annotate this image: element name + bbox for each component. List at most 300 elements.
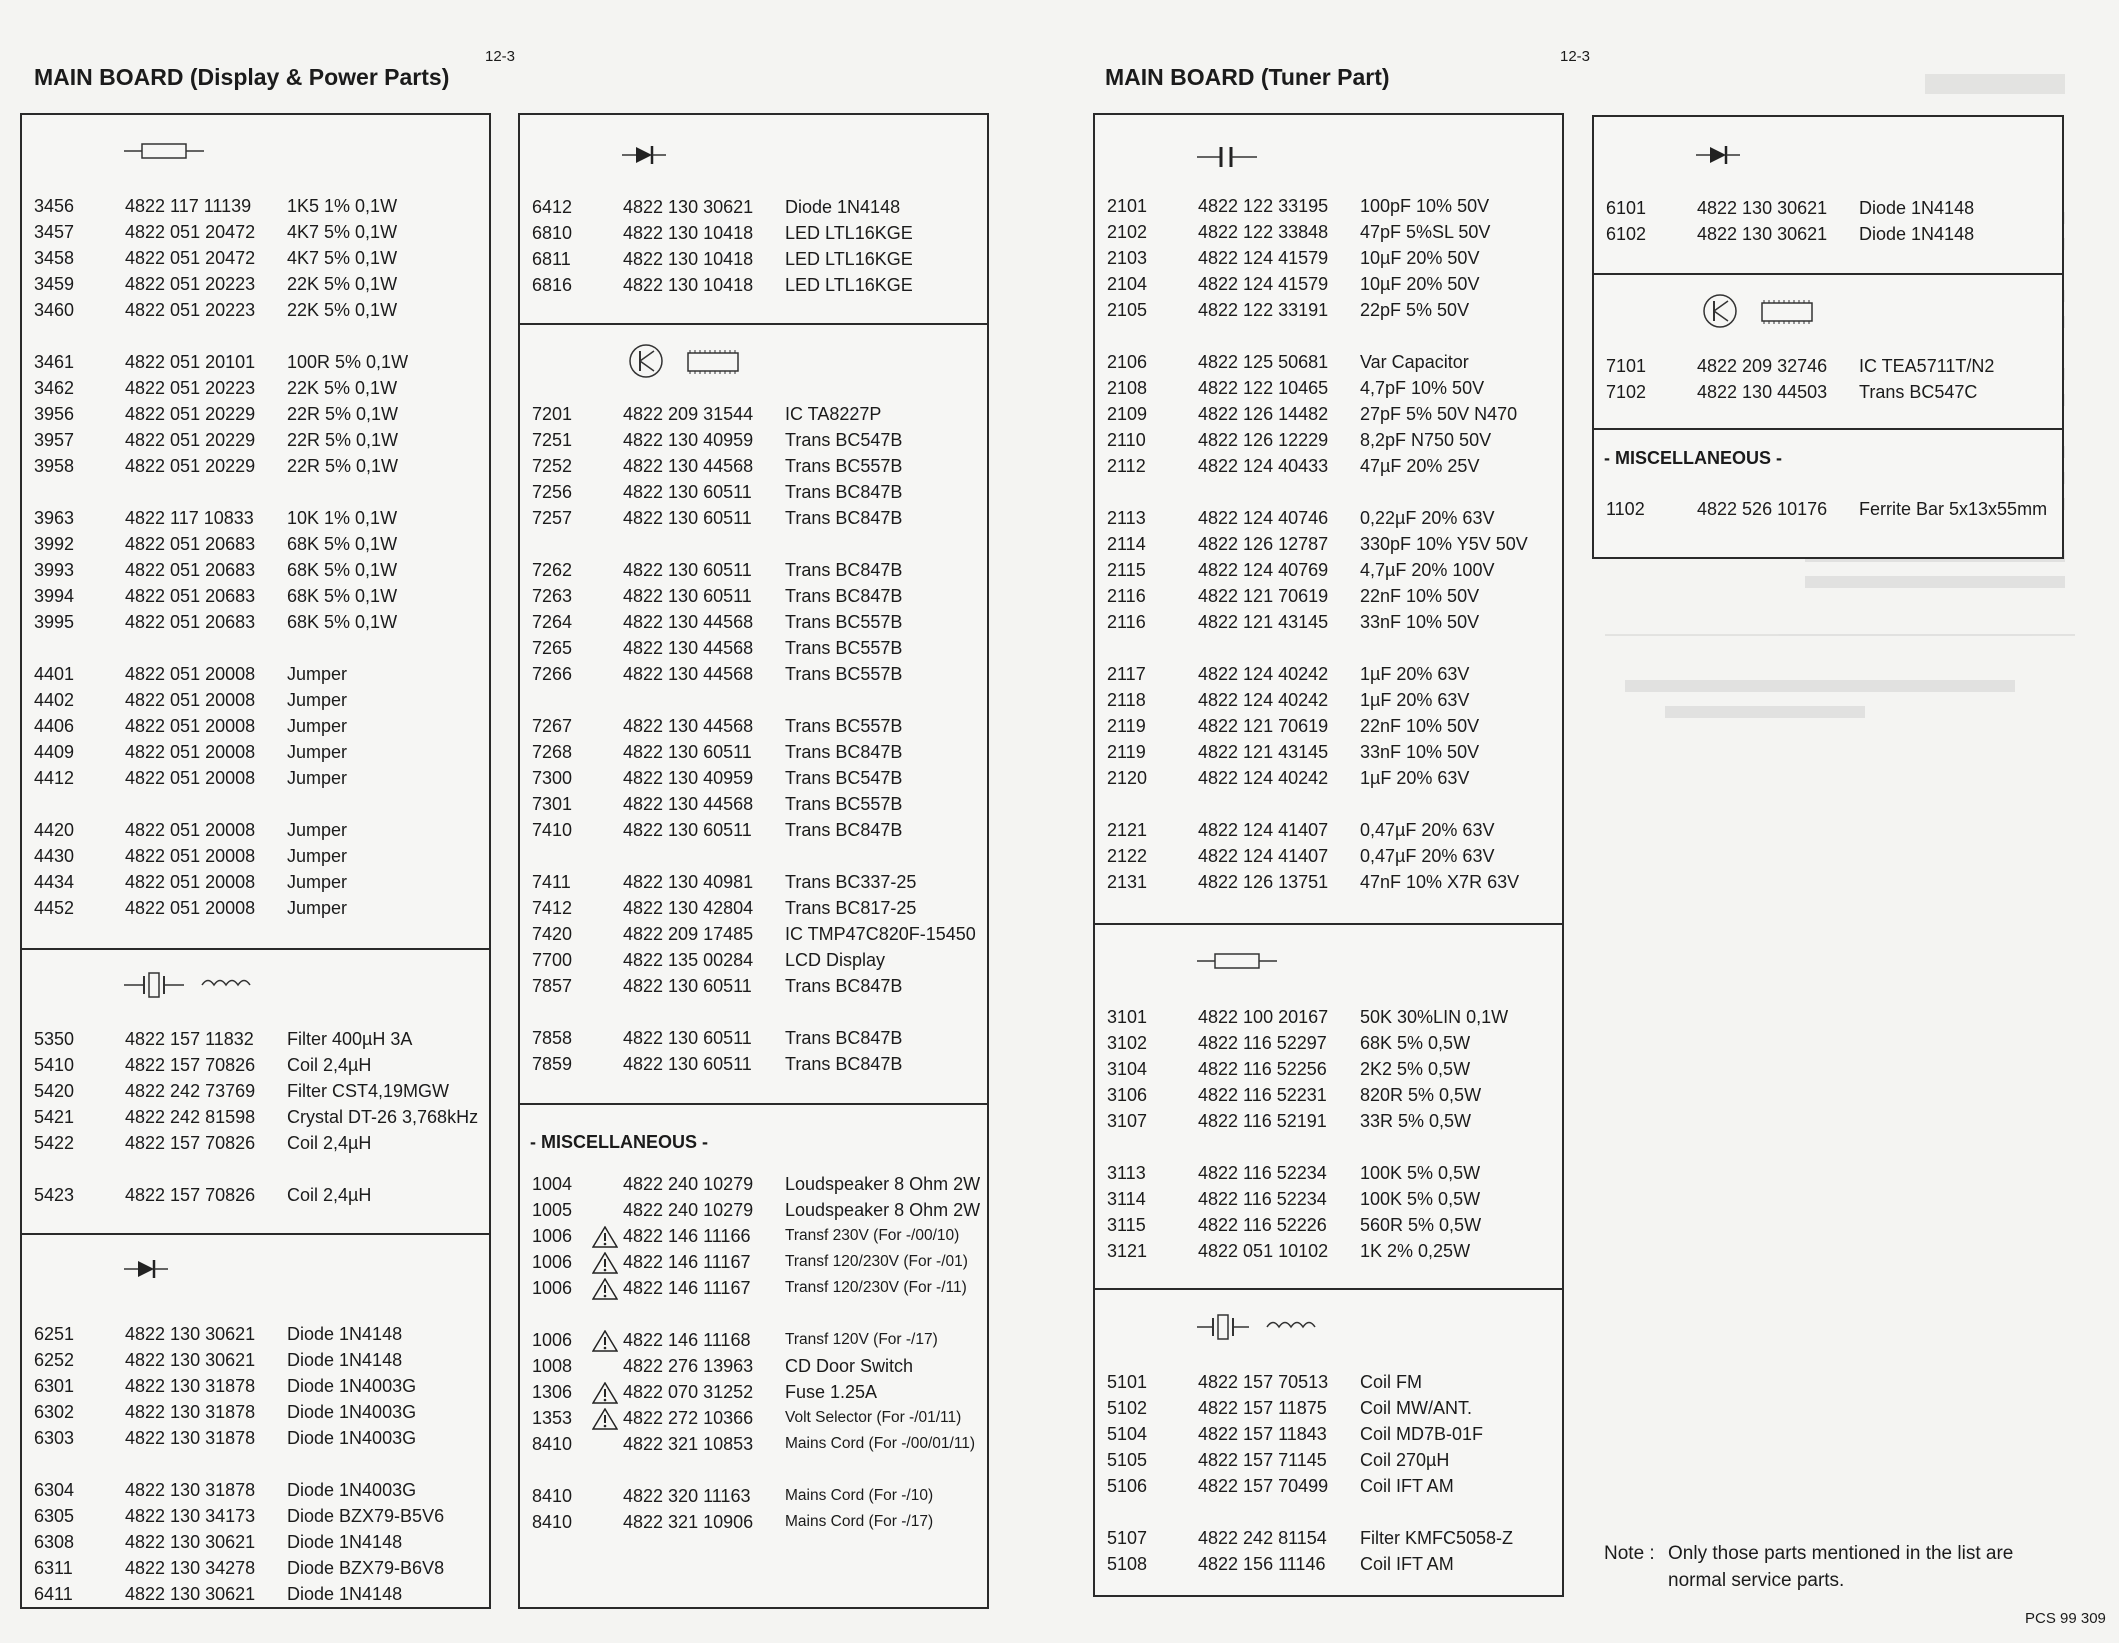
part-number: 4822 157 70826 xyxy=(125,1055,256,1075)
part-description: Diode 1N4148 xyxy=(287,1350,403,1370)
parts-row xyxy=(520,1483,987,1509)
part-description: 68K 5% 0,5W xyxy=(1360,1033,1471,1053)
row-spacer xyxy=(1095,1499,1562,1525)
parts-row xyxy=(22,1347,489,1373)
item-number: 1102 xyxy=(1606,499,1645,519)
part-number: 4822 130 34278 xyxy=(125,1558,256,1578)
parts-row xyxy=(22,739,489,765)
part-description: Jumper xyxy=(287,690,348,710)
row-spacer xyxy=(22,323,489,349)
col3-resistor-section xyxy=(1095,923,1562,1290)
parts-row xyxy=(520,1223,987,1249)
parts-row xyxy=(520,1171,987,1197)
item-number: 1006 xyxy=(532,1226,573,1246)
item-number: 7300 xyxy=(532,768,573,788)
part-description: LED LTL16KGE xyxy=(785,275,913,295)
warning-triangle-icon xyxy=(592,1382,618,1404)
item-number: 3460 xyxy=(34,300,75,320)
parts-row xyxy=(520,661,987,687)
part-description: Fuse 1.25A xyxy=(785,1382,878,1402)
parts-row xyxy=(22,1555,489,1581)
part-number: 4822 146 11167 xyxy=(623,1278,751,1298)
part-description: Trans BC847B xyxy=(785,508,903,528)
item-number: 8410 xyxy=(532,1486,573,1506)
part-description: 4K7 5% 0,1W xyxy=(287,222,398,242)
parts-row xyxy=(520,921,987,947)
item-number: 4409 xyxy=(34,742,75,762)
part-description: Trans BC847B xyxy=(785,820,903,840)
parts-row xyxy=(520,947,987,973)
part-number: 4822 157 11843 xyxy=(1198,1424,1327,1444)
part-description: LED LTL16KGE xyxy=(785,249,913,269)
part-description: 22K 5% 0,1W xyxy=(287,300,398,320)
part-description: Jumper xyxy=(287,898,348,918)
parts-row xyxy=(22,1321,489,1347)
part-number: 4822 130 60511 xyxy=(623,820,752,840)
item-number: 6304 xyxy=(34,1480,75,1500)
row-spacer xyxy=(520,999,987,1025)
parts-row xyxy=(22,375,489,401)
item-number: 2118 xyxy=(1107,690,1146,710)
item-number: 5420 xyxy=(34,1081,75,1101)
item-number: 5105 xyxy=(1107,1450,1148,1470)
part-description: 330pF 10% Y5V 50V xyxy=(1360,534,1528,554)
part-description: Trans BC547C xyxy=(1859,382,1978,402)
parts-row xyxy=(22,505,489,531)
part-description: 68K 5% 0,1W xyxy=(287,586,398,606)
part-number: 4822 156 11146 xyxy=(1198,1554,1326,1574)
item-number: 1353 xyxy=(532,1408,573,1428)
item-number: 3462 xyxy=(34,378,75,398)
part-number: 4822 130 44568 xyxy=(623,716,754,736)
part-description: 560R 5% 0,5W xyxy=(1360,1215,1482,1235)
item-number: 3457 xyxy=(34,222,75,242)
right-page-number: 12-3 xyxy=(1560,48,1591,65)
parts-row xyxy=(22,193,489,219)
part-number: 4822 122 33848 xyxy=(1198,222,1329,242)
item-number: 7268 xyxy=(532,742,573,762)
part-number: 4822 051 20101 xyxy=(125,352,256,372)
item-number: 7700 xyxy=(532,950,573,970)
parts-row xyxy=(22,1503,489,1529)
part-description: 33R 5% 0,5W xyxy=(1360,1111,1472,1131)
part-number: 4822 124 41407 xyxy=(1198,820,1329,840)
part-description: Coil FM xyxy=(1360,1372,1422,1392)
parts-row xyxy=(1095,1525,1562,1551)
item-number: 5106 xyxy=(1107,1476,1148,1496)
parts-row xyxy=(22,1399,489,1425)
parts-row xyxy=(22,687,489,713)
part-description: 0,47µF 20% 63V xyxy=(1360,846,1495,866)
parts-row xyxy=(1594,221,2062,247)
part-number: 4822 051 20008 xyxy=(125,768,256,788)
item-number: 1006 xyxy=(532,1330,573,1350)
item-number: 3993 xyxy=(34,560,75,580)
right-page-title: MAIN BOARD (Tuner Part) xyxy=(1105,64,1390,90)
item-number: 6411 xyxy=(34,1584,73,1604)
part-description: Diode 1N4003G xyxy=(287,1428,417,1448)
parts-row xyxy=(22,895,489,921)
item-number: 3104 xyxy=(1107,1059,1148,1079)
part-number: 4822 070 31252 xyxy=(623,1382,754,1402)
item-number: 3992 xyxy=(34,534,75,554)
item-number: 3995 xyxy=(34,612,75,632)
part-number: 4822 124 40242 xyxy=(1198,664,1329,684)
item-number: 6311 xyxy=(34,1558,73,1578)
parts-row xyxy=(1095,427,1562,453)
part-number: 4822 130 31878 xyxy=(125,1402,256,1422)
item-number: 5101 xyxy=(1107,1372,1148,1392)
parts-row xyxy=(1095,583,1562,609)
item-number: 6816 xyxy=(532,275,573,295)
item-number: 7101 xyxy=(1606,356,1647,376)
left-page-number: 12-3 xyxy=(485,48,516,65)
item-number: 2104 xyxy=(1107,274,1148,294)
parts-row xyxy=(22,453,489,479)
parts-row xyxy=(22,1104,489,1130)
row-spacer xyxy=(1095,635,1562,661)
parts-row xyxy=(520,791,987,817)
parts-row xyxy=(520,817,987,843)
col3-capacitor-section xyxy=(1095,115,1562,923)
part-number: 4822 100 20167 xyxy=(1198,1007,1329,1027)
col3-parts-box xyxy=(1093,113,1564,1597)
parts-row xyxy=(1095,1108,1562,1134)
parts-row xyxy=(520,505,987,531)
part-description: Trans BC847B xyxy=(785,976,903,996)
part-number: 4822 135 00284 xyxy=(623,950,754,970)
parts-row xyxy=(1095,817,1562,843)
item-number: 7410 xyxy=(532,820,573,840)
col2-parts-box xyxy=(518,113,989,1609)
part-description: 22nF 10% 50V xyxy=(1360,716,1480,736)
part-description: Loudspeaker 8 Ohm 2W xyxy=(785,1200,981,1220)
part-number: 4822 130 44568 xyxy=(623,664,754,684)
part-description: 4,7pF 10% 50V xyxy=(1360,378,1485,398)
part-description: Diode 1N4148 xyxy=(287,1584,403,1604)
part-description: 1µF 20% 63V xyxy=(1360,768,1470,788)
item-number: 2105 xyxy=(1107,300,1148,320)
part-number: 4822 130 42804 xyxy=(623,898,754,918)
part-description: Trans BC817-25 xyxy=(785,898,917,918)
part-description: Coil 2,4µH xyxy=(287,1055,372,1075)
part-description: 22K 5% 0,1W xyxy=(287,378,398,398)
part-number: 4822 209 31544 xyxy=(623,404,754,424)
part-number: 4822 157 11875 xyxy=(1198,1398,1327,1418)
parts-row xyxy=(520,713,987,739)
part-description: 1µF 20% 63V xyxy=(1360,664,1470,684)
part-number: 4822 240 10279 xyxy=(623,1174,754,1194)
part-description: Filter 400µH 3A xyxy=(287,1029,413,1049)
item-number: 8410 xyxy=(532,1512,573,1532)
part-number: 4822 116 52231 xyxy=(1198,1085,1327,1105)
part-description: IC TEA5711T/N2 xyxy=(1859,356,1995,376)
part-number: 4822 051 20223 xyxy=(125,274,256,294)
item-number: 4412 xyxy=(34,768,75,788)
part-description: 820R 5% 0,5W xyxy=(1360,1085,1482,1105)
item-number: 3102 xyxy=(1107,1033,1148,1053)
parts-row xyxy=(520,194,987,220)
part-number: 4822 130 44568 xyxy=(623,612,754,632)
parts-row xyxy=(1095,1473,1562,1499)
part-number: 4822 157 70513 xyxy=(1198,1372,1329,1392)
col1-diode-section xyxy=(22,1233,489,1611)
part-description: Trans BC557B xyxy=(785,664,903,684)
part-description: 47pF 5%SL 50V xyxy=(1360,222,1491,242)
part-description: 33nF 10% 50V xyxy=(1360,742,1480,762)
item-number: 6251 xyxy=(34,1324,75,1344)
part-description: Coil 270µH xyxy=(1360,1450,1450,1470)
part-number: 4822 130 10418 xyxy=(623,275,754,295)
part-number: 4822 116 52191 xyxy=(1198,1111,1327,1131)
part-number: 4822 051 20008 xyxy=(125,846,256,866)
item-number: 3958 xyxy=(34,456,75,476)
warning-triangle-icon xyxy=(592,1278,618,1300)
col4-misc-section xyxy=(1594,428,2062,561)
parts-row xyxy=(1594,379,2062,405)
part-number: 4822 130 40959 xyxy=(623,768,754,788)
item-number: 5422 xyxy=(34,1133,75,1153)
item-number: 2115 xyxy=(1107,560,1146,580)
part-description: Transf 120/230V (For -/01) xyxy=(785,1253,968,1270)
part-number: 4822 051 20008 xyxy=(125,742,256,762)
part-description: 27pF 5% 50V N470 xyxy=(1360,404,1518,424)
row-spacer xyxy=(1095,479,1562,505)
part-number: 4822 157 70826 xyxy=(125,1133,256,1153)
part-number: 4822 130 31878 xyxy=(125,1428,256,1448)
parts-row xyxy=(22,1130,489,1156)
item-number: 7251 xyxy=(532,430,573,450)
parts-row xyxy=(1095,401,1562,427)
part-number: 4822 124 40242 xyxy=(1198,768,1329,788)
item-number: 2116 xyxy=(1107,586,1146,606)
part-number: 4822 130 30621 xyxy=(125,1532,256,1552)
item-number: 6811 xyxy=(532,249,571,269)
parts-row xyxy=(22,1182,489,1208)
part-description: Trans BC337-25 xyxy=(785,872,917,892)
parts-row xyxy=(1095,1369,1562,1395)
part-number: 4822 526 10176 xyxy=(1697,499,1828,519)
part-description: Mains Cord (For -/10) xyxy=(785,1487,934,1504)
item-number: 5421 xyxy=(34,1107,75,1127)
part-number: 4822 051 20008 xyxy=(125,664,256,684)
part-number: 4822 116 52256 xyxy=(1198,1059,1327,1079)
item-number: 2109 xyxy=(1107,404,1148,424)
part-description: Volt Selector (For -/01/11) xyxy=(785,1409,962,1426)
part-description: 10µF 20% 50V xyxy=(1360,248,1480,268)
col2-diode-section xyxy=(520,115,987,323)
item-number: 2114 xyxy=(1107,534,1146,554)
item-number: 7264 xyxy=(532,612,573,632)
part-number: 4822 121 70619 xyxy=(1198,586,1329,606)
parts-row xyxy=(22,1026,489,1052)
item-number: 2108 xyxy=(1107,378,1148,398)
item-number: 7267 xyxy=(532,716,573,736)
part-number: 4822 130 60511 xyxy=(623,742,752,762)
row-spacer xyxy=(520,687,987,713)
part-description: 4,7µF 20% 100V xyxy=(1360,560,1495,580)
part-number: 4822 321 10853 xyxy=(623,1434,754,1454)
parts-row xyxy=(22,1581,489,1607)
crystal-coil-icon xyxy=(124,968,294,1002)
item-number: 4434 xyxy=(34,872,75,892)
part-description: Var Capacitor xyxy=(1360,352,1469,372)
part-number: 4822 240 10279 xyxy=(623,1200,754,1220)
parts-row xyxy=(22,557,489,583)
part-number: 4822 130 30621 xyxy=(125,1324,256,1344)
part-number: 4822 146 11168 xyxy=(623,1330,751,1350)
part-number: 4822 051 20472 xyxy=(125,248,256,268)
part-number: 4822 130 31878 xyxy=(125,1376,256,1396)
item-number: 7102 xyxy=(1606,382,1647,402)
resistor-icon xyxy=(1197,951,1277,971)
part-description: 68K 5% 0,1W xyxy=(287,560,398,580)
part-number: 4822 157 70499 xyxy=(1198,1476,1329,1496)
part-number: 4822 130 60511 xyxy=(623,1028,752,1048)
part-number: 4822 130 60511 xyxy=(623,560,752,580)
part-description: 33nF 10% 50V xyxy=(1360,612,1480,632)
parts-row xyxy=(520,765,987,791)
part-number: 4822 130 34173 xyxy=(125,1506,256,1526)
part-description: Coil IFT AM xyxy=(1360,1554,1454,1574)
item-number: 2131 xyxy=(1107,872,1148,892)
parts-row xyxy=(22,219,489,245)
item-number: 7411 xyxy=(532,872,571,892)
part-number: 4822 320 11163 xyxy=(623,1486,751,1506)
part-number: 4822 124 40746 xyxy=(1198,508,1329,528)
item-number: 6308 xyxy=(34,1532,75,1552)
parts-row xyxy=(1095,1421,1562,1447)
item-number: 7252 xyxy=(532,456,573,476)
parts-row xyxy=(520,1275,987,1301)
col4-transistor-section xyxy=(1594,273,2062,430)
part-description: 68K 5% 0,1W xyxy=(287,534,398,554)
parts-row xyxy=(1095,1056,1562,1082)
parts-row xyxy=(22,609,489,635)
item-number: 5410 xyxy=(34,1055,75,1075)
parts-row xyxy=(520,1509,987,1535)
item-number: 1005 xyxy=(532,1200,573,1220)
item-number: 3459 xyxy=(34,274,75,294)
row-spacer xyxy=(22,1156,489,1182)
parts-row xyxy=(1095,375,1562,401)
part-description: Jumper xyxy=(287,716,348,736)
part-description: Jumper xyxy=(287,872,348,892)
row-spacer xyxy=(520,1145,987,1171)
part-description: 8,2pF N750 50V xyxy=(1360,430,1492,450)
part-description: 100K 5% 0,5W xyxy=(1360,1163,1481,1183)
warning-triangle-icon xyxy=(592,1330,618,1352)
parts-row xyxy=(22,713,489,739)
warning-triangle-icon xyxy=(592,1408,618,1430)
parts-row xyxy=(520,453,987,479)
item-number: 2112 xyxy=(1107,456,1146,476)
part-number: 4822 121 70619 xyxy=(1198,716,1329,736)
part-description: Diode BZX79-B6V8 xyxy=(287,1558,445,1578)
part-description: Diode 1N4003G xyxy=(287,1376,417,1396)
parts-row xyxy=(1095,453,1562,479)
item-number: 6305 xyxy=(34,1506,75,1526)
part-number: 4822 130 31878 xyxy=(125,1480,256,1500)
part-description: Filter CST4,19MGW xyxy=(287,1081,450,1101)
item-number: 1006 xyxy=(532,1252,573,1272)
part-number: 4822 051 20008 xyxy=(125,690,256,710)
item-number: 3956 xyxy=(34,404,75,424)
parts-row xyxy=(22,765,489,791)
part-number: 4822 130 44568 xyxy=(623,794,754,814)
part-number: 4822 130 10418 xyxy=(623,249,754,269)
parts-row xyxy=(1095,1447,1562,1473)
parts-row xyxy=(22,1477,489,1503)
part-description: 100pF 10% 50V xyxy=(1360,196,1490,216)
parts-row xyxy=(1095,349,1562,375)
part-number: 4822 130 30621 xyxy=(125,1584,256,1604)
parts-row xyxy=(520,1025,987,1051)
parts-row xyxy=(1095,765,1562,791)
item-number: 4402 xyxy=(34,690,75,710)
parts-row xyxy=(22,271,489,297)
parts-row xyxy=(1095,219,1562,245)
part-description: Mains Cord (For -/00/01/11) xyxy=(785,1435,976,1452)
item-number: 7256 xyxy=(532,482,573,502)
part-description: LED LTL16KGE xyxy=(785,223,913,243)
row-spacer xyxy=(22,1451,489,1477)
part-number: 4822 051 20008 xyxy=(125,820,256,840)
part-description: Diode BZX79-B5V6 xyxy=(287,1506,445,1526)
item-number: 4406 xyxy=(34,716,75,736)
parts-row xyxy=(22,297,489,323)
part-description: Trans BC557B xyxy=(785,716,903,736)
item-number: 3106 xyxy=(1107,1085,1148,1105)
part-number: 4822 242 73769 xyxy=(125,1081,256,1101)
parts-row xyxy=(1095,713,1562,739)
part-number: 4822 117 10833 xyxy=(125,508,254,528)
item-number: 5104 xyxy=(1107,1424,1148,1444)
item-number: 7857 xyxy=(532,976,573,996)
parts-row xyxy=(22,427,489,453)
parts-row xyxy=(22,869,489,895)
part-number: 4822 116 52234 xyxy=(1198,1163,1327,1183)
parts-row xyxy=(520,583,987,609)
part-number: 4822 209 32746 xyxy=(1697,356,1828,376)
item-number: 8410 xyxy=(532,1434,573,1454)
part-description: Coil 2,4µH xyxy=(287,1133,372,1153)
note-label: Note : xyxy=(1604,1543,1655,1564)
part-description: Jumper xyxy=(287,742,348,762)
parts-row xyxy=(520,869,987,895)
parts-row xyxy=(22,1425,489,1451)
parts-row xyxy=(1095,557,1562,583)
item-number: 2122 xyxy=(1107,846,1148,866)
item-number: 6101 xyxy=(1606,198,1647,218)
item-number: 7257 xyxy=(532,508,573,528)
parts-row xyxy=(1095,1160,1562,1186)
part-description: Diode 1N4148 xyxy=(785,197,901,217)
part-description: Trans BC847B xyxy=(785,1028,903,1048)
parts-row xyxy=(1095,1004,1562,1030)
part-number: 4822 051 20683 xyxy=(125,612,256,632)
parts-row xyxy=(1095,193,1562,219)
diode-icon xyxy=(1696,143,1740,167)
item-number: 4401 xyxy=(34,664,75,684)
part-description: Jumper xyxy=(287,820,348,840)
part-number: 4822 130 44503 xyxy=(1697,382,1828,402)
part-number: 4822 157 71145 xyxy=(1198,1450,1327,1470)
part-description: Trans BC557B xyxy=(785,612,903,632)
part-description: Diode 1N4003G xyxy=(287,1480,417,1500)
row-spacer xyxy=(22,635,489,661)
part-description: Loudspeaker 8 Ohm 2W xyxy=(785,1174,981,1194)
